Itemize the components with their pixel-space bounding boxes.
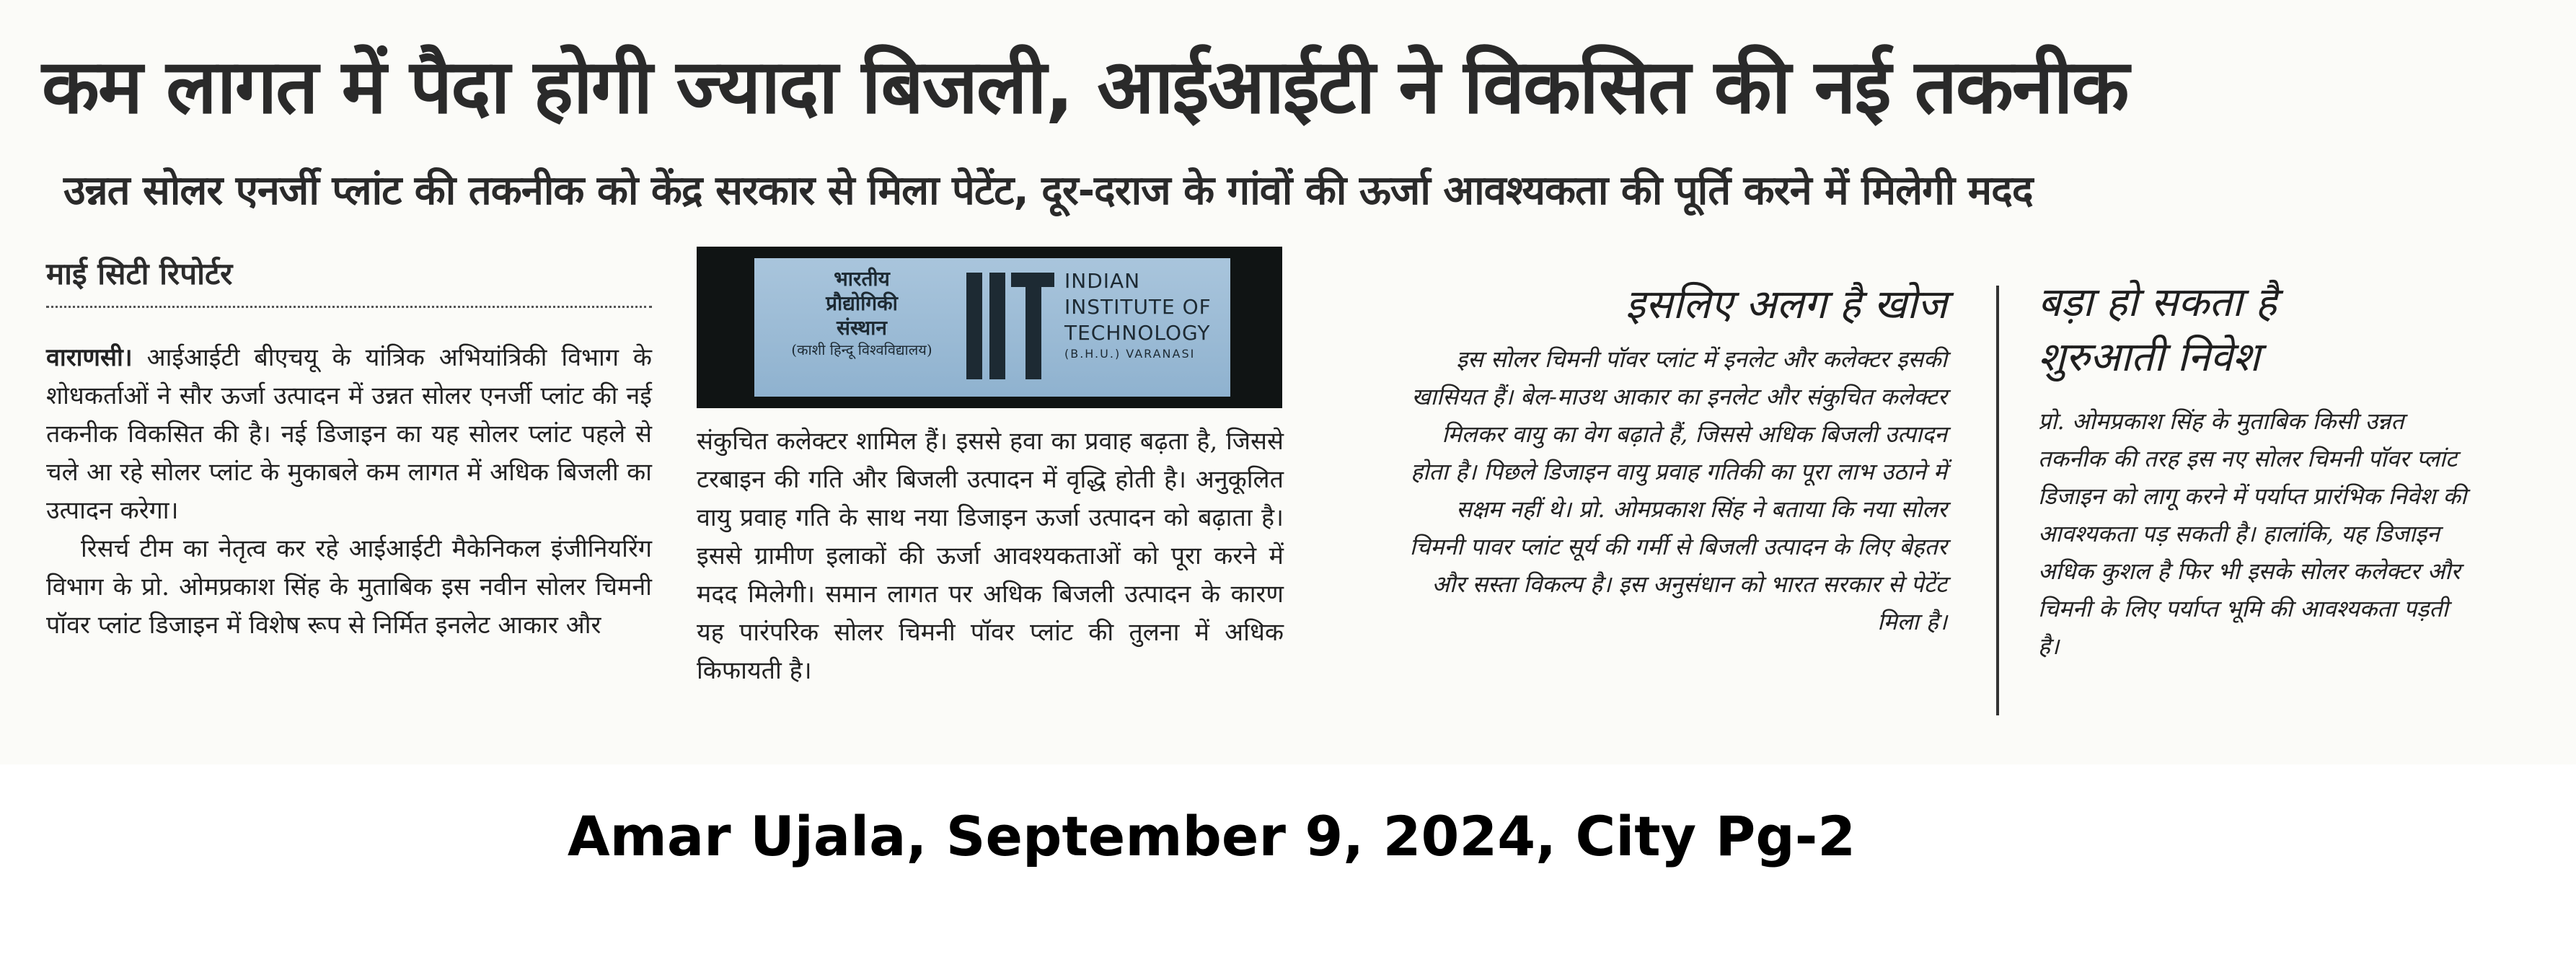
iit-mark-icon [963,268,1057,384]
dateline: वाराणसी। [46,343,133,372]
column-2-paragraph: संकुचित कलेक्टर शामिल हैं। इससे हवा का प्रवाह बढ़ता है, जिससे टरबाइन की गति और बिजली उत्पादन में वृद्धि होती है। अनुकूलित वायु प्रवाह गति के साथ नया डिजाइन ऊर्जा उत्पादन को बढ़ाता है। इससे ग्रामीण इलाकों की ऊर्जा आवश्यकताओं को पूरा करने में मदद मिलेगी। समान लागत पर अधिक बिजली उत्पादन के कारण यह पारंपरिक सोलर चिमनी पॉवर प्लांट की तुलना में अधिक किफायती है। [697,427,1284,685]
logo-english-line: INSTITUTE OF [1064,295,1212,319]
column-3-paragraph: इस सोलर चिमनी पॉवर प्लांट में इनलेट और कलेक्टर इसकी खासियत हैं। बेल-माउथ आकार का इनलेट और संकुचित कलेक्टर मिलकर वायु का वेग बढ़ाते हैं, जिससे अधिक बिजली उत्पादन होता है। पिछले डिजाइन वायु प्रवाह गतिकी का पूरा लाभ उठाने में सक्षम नहीं थे। प्रो. ओमप्रकाश सिंह ने बताया कि नया सोलर चिमनी पावर प्लांट सूर्य की गर्मी से बिजली उत्पादन के लिए बेहतर और सस्ता विकल्प है। इस अनुसंधान को भारत सरकार से पेटेंट मिला है। [1409,345,1947,635]
section-heading-line: बड़ा हो सकता है [2038,279,2277,326]
logo-hindi-line: प्रौद्योगिकी [826,291,898,315]
section-heading-line: शुरुआती निवेश [2038,334,2260,381]
article-column-3 [1405,340,1947,640]
subheadline: उन्नत सोलर एनर्जी प्लांट की तकनीक को केंद्र सरकार से मिला पेटेंट, दूर-दराज के गांवों की ऊर्जा आवश्यकता की पूर्ति करने में मिलेगी मदद [63,167,2033,214]
logo-english-subline: (B.H.U.) VARANASI [1064,347,1196,361]
article-column-1 [46,339,652,645]
logo-hindi-text [772,267,952,359]
logo-english-line: INDIAN [1064,269,1141,293]
headline: कम लागत में पैदा होगी ज्यादा बिजली, आईआईटी ने विकसित की नई तकनीक [42,43,2128,131]
logo-hindi-subline: (काशी हिन्दू विश्वविद्यालय) [791,341,932,358]
logo-english-line: TECHNOLOGY [1064,321,1211,345]
article-column-2 [697,423,1284,690]
section-heading-why-different: इसलिए अलग है खोज [1625,281,1947,328]
source-caption: Amar Ujala, September 9, 2024, City Pg-2 [567,804,1856,868]
byline: माई सिटी रिपोर्टर [46,256,233,291]
iit-logo-photo [697,247,1282,408]
logo-english-text [1064,268,1252,362]
section-heading-investment [2038,275,2427,385]
column-4-paragraph: प्रो. ओमप्रकाश सिंह के मुताबिक किसी उन्नत तकनीक की तरह इस नए सोलर चिमनी पॉवर प्लांट डिजाइन को लागू करने में पर्याप्त प्रारंभिक निवेश की आवश्यकता पड़ सकती है। हालांकि, यह डिजाइन अधिक कुशल है फिर भी इसके सोलर कलेक्टर और चिमनी के लिए पर्याप्त भूमि की आवश्यकता पड़ती है। [2038,407,2467,660]
column-1-paragraph-2: रिसर्च टीम का नेतृत्व कर रहे आईआईटी मैकेनिकल इंजीनियरिंग विभाग के प्रो. ओमप्रकाश सिंह के मुताबिक इस नवीन सोलर चिमनी पॉवर प्लांट डिजाइन में विशेष रूप से निर्मित इनलेट आकार और [46,534,652,640]
byline-divider [46,306,652,308]
column-divider [1996,286,1999,715]
column-1-text-1: आईआईटी बीएचयू के यांत्रिक अभियांत्रिकी विभाग के शोधकर्ताओं ने सौर ऊर्जा उत्पादन में उन्नत सोलर एनर्जी प्लांट की नई तकनीक विकसित की है। नई डिजाइन का यह सोलर प्लांट पहले से चले आ रहे सोलर प्लांट के मुकाबले कम लागत में अधिक बिजली का उत्पादन करेगा। [46,343,652,525]
column-1-paragraph-1 [46,339,652,530]
article-column-4 [2038,402,2471,665]
logo-hindi-line: संस्थान [837,316,887,340]
logo-hindi-line: भारतीय [834,267,890,291]
